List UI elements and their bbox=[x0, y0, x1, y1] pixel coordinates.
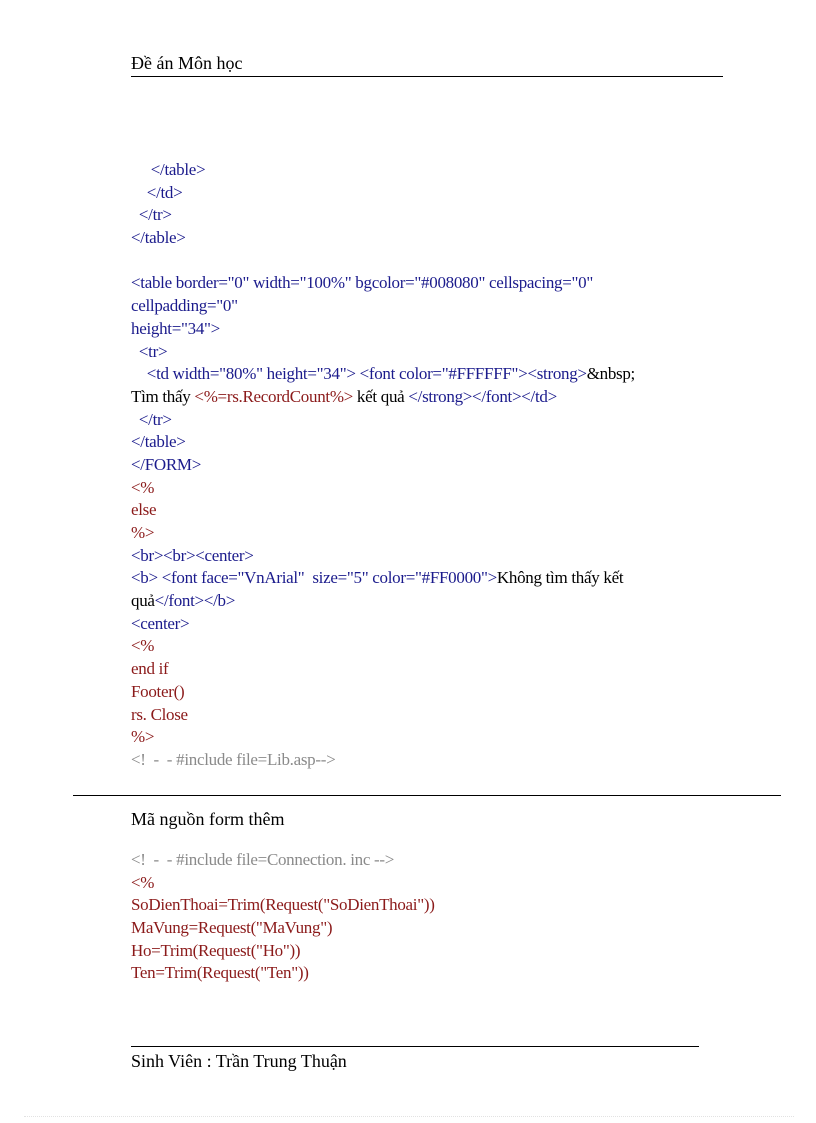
code-token: </td> bbox=[131, 182, 183, 202]
code-line bbox=[131, 917, 731, 940]
code-line bbox=[131, 749, 731, 772]
code-token: %> bbox=[131, 727, 155, 747]
code-token: "#008080" bbox=[414, 273, 486, 293]
section-title: Mã nguồn form thêm bbox=[131, 809, 285, 829]
code-line bbox=[131, 590, 731, 613]
code-token: <td width= bbox=[131, 364, 220, 384]
code-token: cellspacing= bbox=[485, 273, 572, 293]
code-token: "#FFFFFF" bbox=[441, 364, 519, 384]
code-line bbox=[131, 295, 731, 318]
section-divider bbox=[73, 795, 781, 796]
code-token: Ho=Trim(Request("Ho")) bbox=[131, 940, 301, 960]
code-token: "VnArial" bbox=[237, 568, 305, 588]
code-token: height= bbox=[131, 318, 181, 338]
code-token: > bbox=[487, 568, 497, 588]
code-line bbox=[131, 894, 731, 917]
code-line bbox=[131, 545, 731, 568]
code-token: </tr> bbox=[131, 205, 172, 225]
code-token: </tr> bbox=[131, 409, 172, 429]
code-token: else bbox=[131, 500, 157, 520]
code-token: > bbox=[210, 318, 220, 338]
code-line bbox=[131, 272, 731, 295]
code-token: rs. Close bbox=[131, 704, 188, 724]
code-line bbox=[131, 431, 731, 454]
code-token: <center> bbox=[131, 613, 190, 633]
code-token: kết quả bbox=[352, 386, 409, 406]
code-token: "34" bbox=[180, 318, 211, 338]
code-token: <! - - #include file=Lib.asp--> bbox=[131, 749, 336, 769]
page-header: Đề án Môn học bbox=[131, 52, 723, 77]
code-line bbox=[131, 454, 731, 477]
code-token: "80%" bbox=[219, 364, 263, 384]
code-line bbox=[131, 363, 731, 386]
code-token: <! - - #include file=Connection. inc --> bbox=[131, 850, 395, 869]
code-line bbox=[131, 522, 731, 545]
code-line bbox=[131, 658, 731, 681]
code-token: "0" bbox=[571, 273, 593, 293]
code-block-asp-results bbox=[131, 159, 731, 772]
code-line bbox=[131, 227, 731, 250]
code-token: ><strong> bbox=[518, 364, 587, 384]
code-line bbox=[131, 159, 731, 182]
code-token: <table border= bbox=[131, 273, 228, 293]
code-line bbox=[131, 477, 731, 500]
code-line bbox=[131, 250, 731, 273]
code-token: width= bbox=[249, 273, 300, 293]
code-token: &nbsp; bbox=[586, 364, 635, 384]
code-token: Footer() bbox=[131, 681, 185, 701]
code-line bbox=[131, 726, 731, 749]
code-line bbox=[131, 962, 731, 985]
code-token: </strong></font></td> bbox=[408, 386, 557, 406]
code-token: Không tìm thấy kết bbox=[496, 568, 624, 588]
code-token: %> bbox=[131, 523, 155, 542]
code-token: Tìm thấy bbox=[131, 386, 195, 406]
code-token: end if bbox=[131, 659, 169, 679]
code-line bbox=[131, 204, 731, 227]
code-line bbox=[131, 341, 731, 364]
code-line bbox=[131, 182, 731, 205]
code-token: </table> bbox=[131, 228, 186, 248]
code-line bbox=[131, 499, 731, 522]
code-token: Ten=Trim(Request("Ten")) bbox=[131, 963, 309, 983]
code-block-add-form bbox=[131, 849, 731, 985]
code-token: "100%" bbox=[299, 273, 352, 293]
code-line bbox=[131, 940, 731, 963]
code-token: quả bbox=[131, 591, 155, 611]
code-token: </FORM> bbox=[131, 454, 201, 474]
code-line bbox=[131, 613, 731, 636]
code-token: "#FF0000" bbox=[415, 568, 488, 588]
code-token: </table> bbox=[131, 432, 186, 452]
code-token: MaVung=Request("MaVung") bbox=[131, 918, 333, 938]
code-token: height= bbox=[262, 364, 317, 384]
code-line bbox=[131, 849, 731, 872]
code-token: <% bbox=[131, 477, 155, 497]
code-token: SoDienThoai=Trim(Request("SoDienThoai")) bbox=[131, 895, 435, 915]
code-token: <% bbox=[131, 636, 155, 656]
code-token: color= bbox=[368, 568, 416, 588]
code-token: > <font color= bbox=[346, 364, 442, 384]
code-line bbox=[131, 386, 731, 409]
code-token: <%=rs.RecordCount%> bbox=[194, 386, 353, 406]
code-token: </font></b> bbox=[154, 591, 236, 611]
code-token: cellpadding= bbox=[131, 296, 217, 316]
code-token: size= bbox=[304, 568, 347, 588]
code-line bbox=[131, 635, 731, 658]
code-token: <% bbox=[131, 872, 155, 892]
code-token: <br><br><center> bbox=[131, 545, 254, 565]
code-line bbox=[131, 704, 731, 727]
code-token: </table> bbox=[131, 160, 206, 179]
code-token: bgcolor= bbox=[351, 273, 415, 293]
page-edge-dotted-line bbox=[24, 1116, 794, 1117]
code-token: "0" bbox=[227, 273, 250, 293]
code-token: "0" bbox=[216, 296, 238, 316]
code-line bbox=[131, 567, 731, 590]
code-token: "34" bbox=[316, 364, 347, 384]
footer-rule bbox=[131, 1046, 699, 1047]
code-line bbox=[131, 681, 731, 704]
code-line bbox=[131, 409, 731, 432]
code-token: <tr> bbox=[131, 341, 168, 361]
code-line bbox=[131, 318, 731, 341]
code-token: <b> <font face= bbox=[131, 568, 238, 588]
code-token: "5" bbox=[346, 568, 369, 588]
code-line bbox=[131, 872, 731, 895]
footer-author: Sinh Viên : Trần Trung Thuận bbox=[131, 1051, 347, 1071]
